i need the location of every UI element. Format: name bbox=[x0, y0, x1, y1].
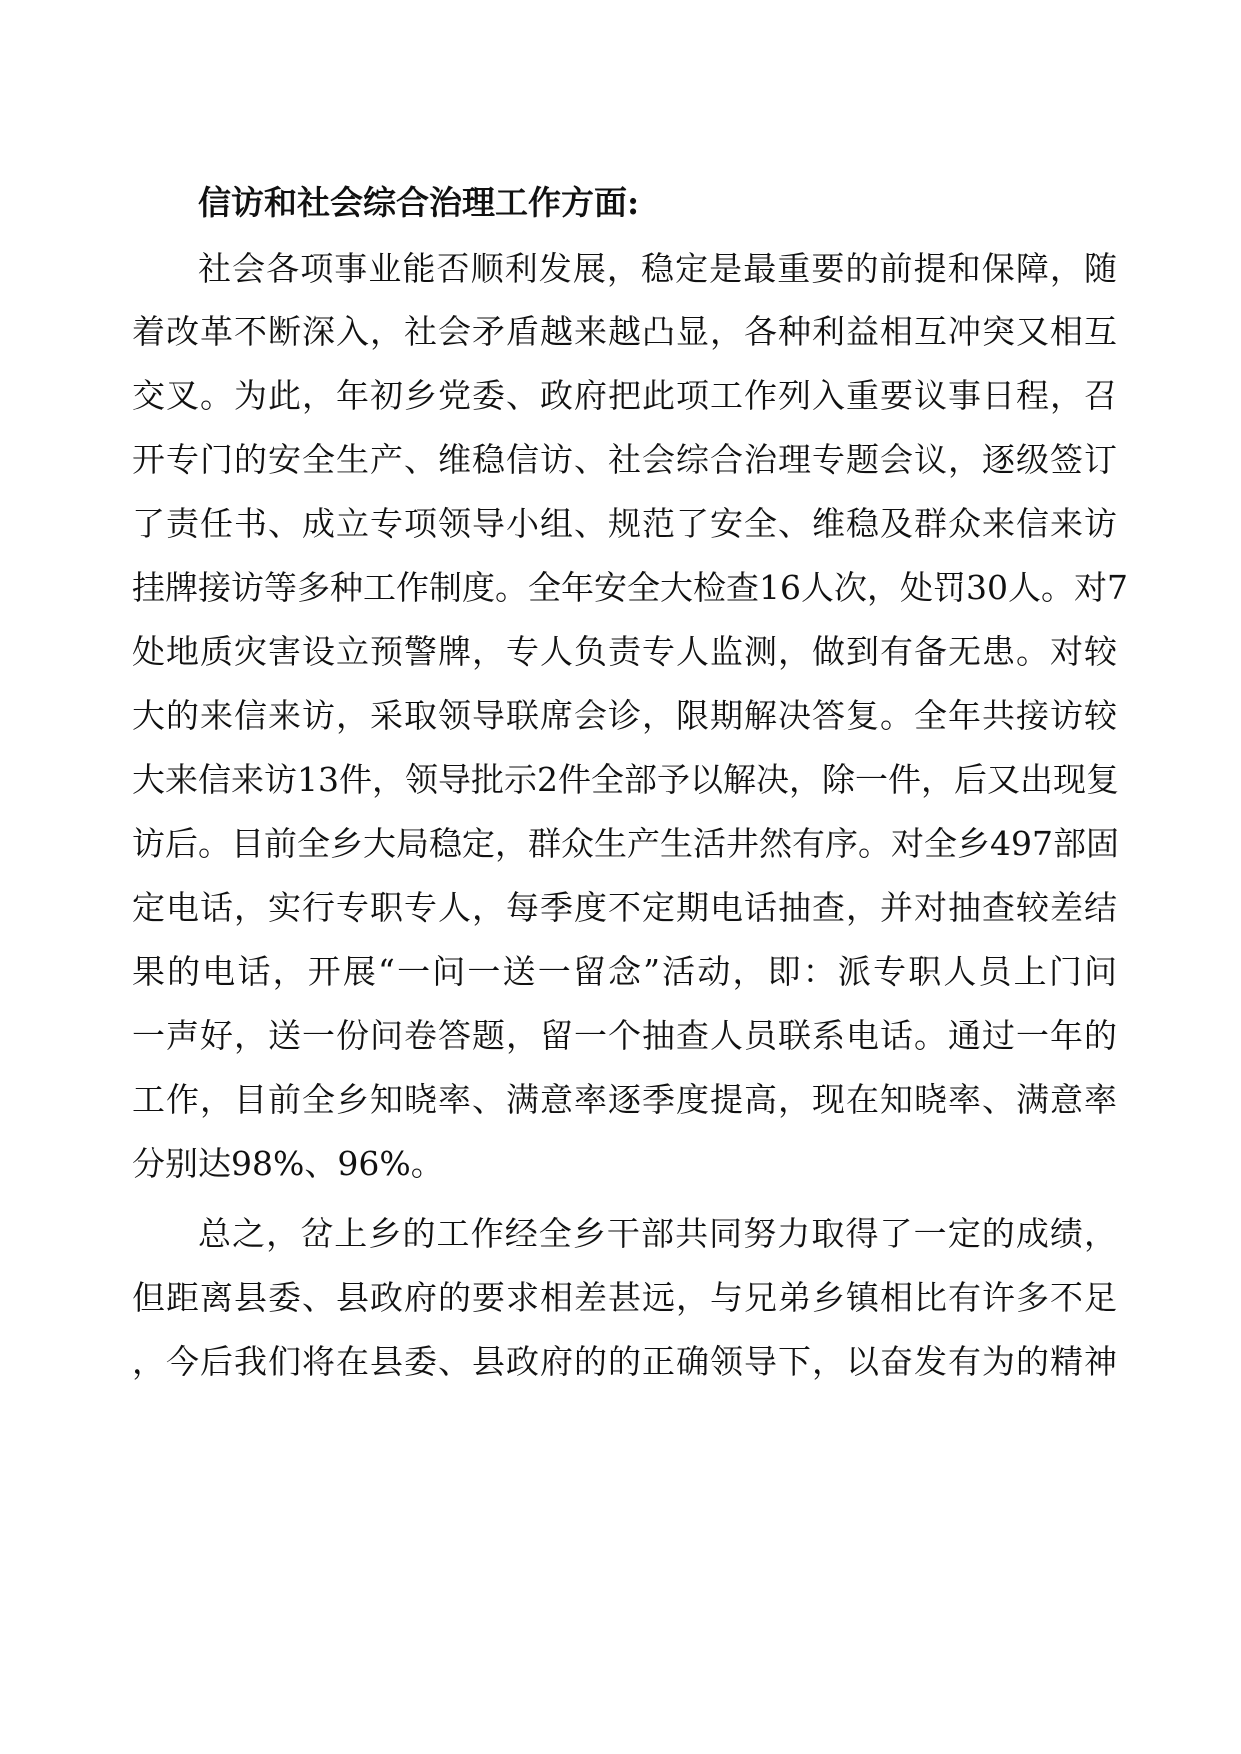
paragraph-line: 访后。目前全乡大局稳定，群众生产生活井然有序。对全乡497部固 bbox=[132, 824, 1119, 863]
paragraph-line: 大来信来访13件，领导批示2件全部予以解决，除一件，后又出现复 bbox=[132, 760, 1119, 799]
paragraph-line: 定电话，实行专职专人，每季度不定期电话抽查，并对抽查较差结 bbox=[132, 888, 1117, 927]
paragraph-line: 一声好，送一份问卷答题，留一个抽查人员联系电话。通过一年的 bbox=[132, 1016, 1117, 1055]
paragraph-line: 大的来信来访，采取领导联席会诊，限期解决答复。全年共接访较 bbox=[132, 696, 1117, 735]
paragraph-line: 果的电话，开展“一问一送一留念”活动，即：派专职人员上门问 bbox=[132, 952, 1117, 991]
paragraph-line: 分别达98%、96%。 bbox=[132, 1144, 444, 1183]
paragraph-line: 着改革不断深入，社会矛盾越来越凸显，各种利益相互冲突又相互 bbox=[132, 312, 1117, 351]
paragraph-line: 交叉。为此，年初乡党委、政府把此项工作列入重要议事日程，召 bbox=[132, 376, 1117, 415]
paragraph-line: 总之，岔上乡的工作经全乡干部共同努力取得了一定的成绩， bbox=[198, 1214, 1117, 1253]
paragraph-line: ，今后我们将在县委、县政府的的正确领导下，以奋发有为的精神 bbox=[132, 1342, 1117, 1381]
paragraph-line: 但距离县委、县政府的要求相差甚远，与兄弟乡镇相比有许多不足 bbox=[132, 1278, 1117, 1317]
paragraph-line: 了责任书、成立专项领导小组、规范了安全、维稳及群众来信来访 bbox=[132, 504, 1117, 543]
paragraph-line: 开专门的安全生产、维稳信访、社会综合治理专题会议，逐级签订 bbox=[132, 440, 1117, 479]
section-heading: 信访和社会综合治理工作方面: bbox=[198, 183, 640, 222]
paragraph-line: 社会各项事业能否顺利发展，稳定是最重要的前提和保障，随 bbox=[198, 249, 1117, 288]
paragraph-line: 处地质灾害设立预警牌，专人负责专人监测，做到有备无患。对较 bbox=[132, 632, 1117, 671]
paragraph-line: 挂牌接访等多种工作制度。全年安全大检查16人次，处罚30人。对7 bbox=[132, 568, 1128, 607]
paragraph-line: 工作，目前全乡知晓率、满意率逐季度提高，现在知晓率、满意率 bbox=[132, 1080, 1117, 1119]
